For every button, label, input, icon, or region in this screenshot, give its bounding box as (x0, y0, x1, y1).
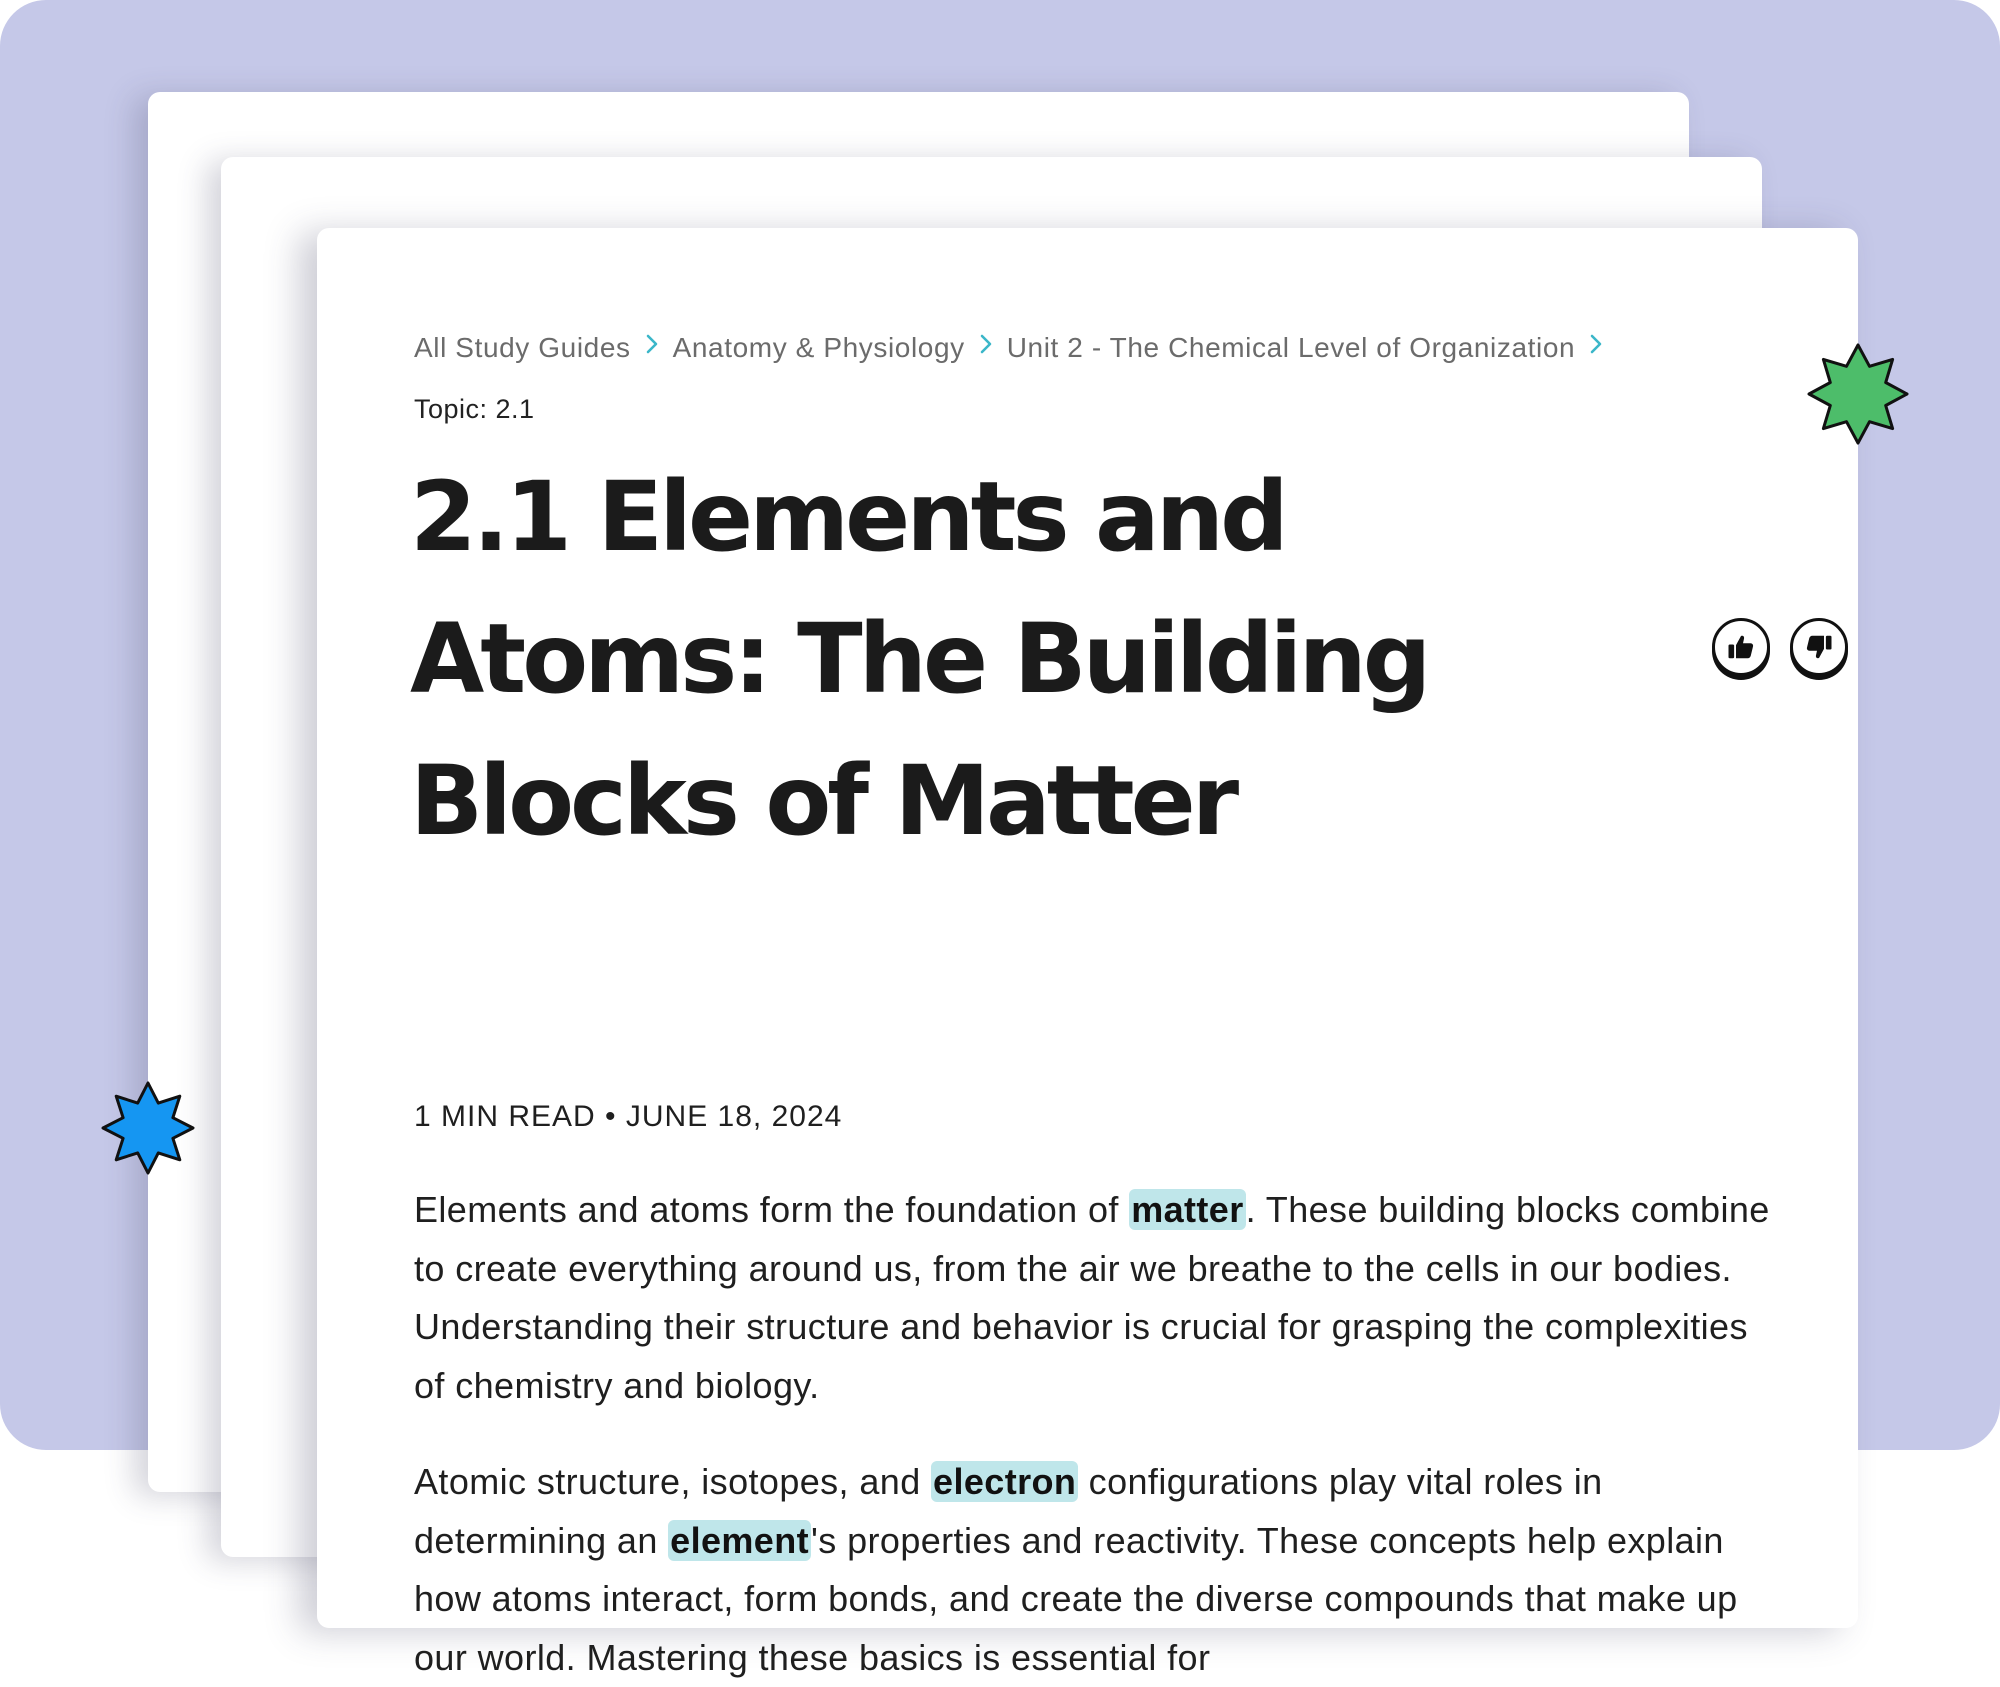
breadcrumb-all-study-guides[interactable]: All Study Guides (414, 332, 631, 363)
text: configurations play vital roles in determining an (414, 1461, 1603, 1561)
keyword-highlight-electron[interactable]: electron (933, 1461, 1077, 1502)
chevron-right-icon (1589, 334, 1603, 354)
breadcrumb-unit-2[interactable]: Unit 2 - The Chemical Level of Organization (1006, 332, 1576, 363)
blue-star-burst-icon (100, 1080, 196, 1176)
text: 's properties and reactivity. These concepts help explain how atoms interact, form bonds, and create the diverse compounds that make up our world. Mastering these basics is essential for (414, 1519, 1738, 1678)
read-time-date: 1 MIN READ • JUNE 18, 2024 (414, 1100, 843, 1133)
green-star-burst-icon (1806, 342, 1910, 446)
keyword-highlight-element[interactable]: element (670, 1519, 810, 1561)
chevron-right-icon (979, 334, 993, 354)
thumbs-down-button[interactable] (1790, 618, 1848, 676)
paragraph-1 (414, 1181, 1784, 1415)
keyword-highlight-matter[interactable]: matter (1131, 1189, 1244, 1230)
text: Atomic structure, isotopes, and (414, 1461, 932, 1502)
thumbs-up-button[interactable] (1712, 618, 1770, 676)
study-guide-card (317, 228, 1858, 1678)
topic-label: Topic: 2.1 (414, 394, 535, 424)
thumbs-down-icon (1804, 632, 1834, 662)
text: Elements and atoms form the foundation of (414, 1189, 1130, 1230)
thumbs-up-icon (1726, 632, 1756, 662)
page-title: 2.1 Elements and Atoms: The Building Blocks of Matter (410, 461, 1428, 857)
paragraph-2 (414, 1453, 1784, 1687)
breadcrumb (414, 332, 1617, 364)
breadcrumb-anatomy-physiology[interactable]: Anatomy & Physiology (672, 332, 965, 363)
chevron-right-icon (645, 334, 659, 354)
text: . These building blocks combine to create everything around us, from the air we breathe to the cells in our bodies. Understanding their structure and behavior is crucial for grasping the complexities of chemistry and biology. (414, 1189, 1770, 1406)
